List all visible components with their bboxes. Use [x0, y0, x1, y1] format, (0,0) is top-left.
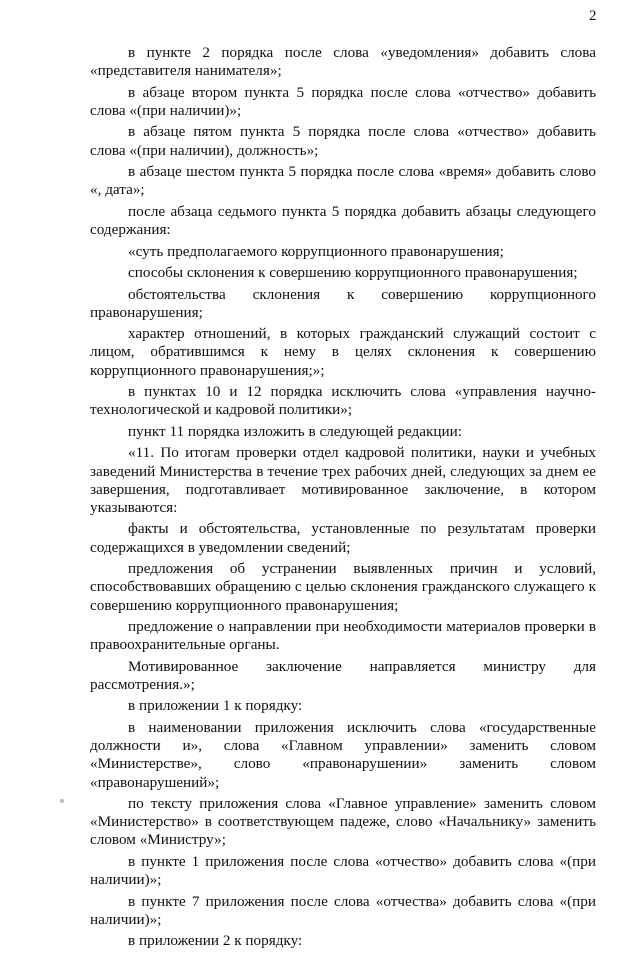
- paragraph: в абзаце пятом пункта 5 порядка после слова «отчество» добавить слова «(при наличии), должность»;: [90, 123, 596, 159]
- paragraph: предложения об устранении выявленных причин и условий, способствовавших обращению с целью склонения гражданского служащего к совершению коррупционного правонарушения;: [90, 560, 596, 614]
- paragraph: «суть предполагаемого коррупционного правонарушения;: [128, 242, 504, 260]
- paragraph: способы склонения к совершению коррупционного правонарушения;: [128, 264, 578, 282]
- paragraph: характер отношений, в которых гражданский служащий состоит с лицом, обратившимся к нему в целях склонения к совершению коррупционного правонарушения;»;: [90, 325, 596, 379]
- paragraph: факты и обстоятельства, установленные по результатам проверки содержащихся в уведомлении сведений;: [90, 520, 596, 556]
- paragraph: в пункте 1 приложения после слова «отчество» добавить слова «(при наличии)»;: [90, 852, 596, 889]
- paragraph: в абзаце шестом пункта 5 порядка после слова «время» добавить слово «, дата»;: [90, 163, 596, 199]
- paragraph: после абзаца седьмого пункта 5 порядка добавить абзацы следующего содержания:: [90, 202, 596, 239]
- paragraph: Мотивированное заключение направляется министру для рассмотрения.»;: [90, 657, 596, 693]
- paragraph: пункт 11 порядка изложить в следующей редакции:: [128, 422, 462, 440]
- paragraph: в приложении 2 к порядку:: [128, 932, 303, 950]
- paragraph: в пункте 7 приложения после слова «отчества» добавить слова «(при наличии)»;: [90, 892, 596, 928]
- paragraph: обстоятельства склонения к совершению коррупционного правонарушения;: [90, 285, 596, 321]
- page-number: 2: [589, 8, 597, 24]
- paragraph: по тексту приложения слова «Главное управление» заменить словом «Министерство» в соответствующем падеже, слово «Начальнику» заменить словом «Министру»;: [90, 795, 596, 849]
- paragraph: «11. По итогам проверки отдел кадровой политики, науки и учебных заведений Министерства в течение трех рабочих дней, следующих за днем ее завершения, подготавливает мотивированное заключение, в котором указываются:: [90, 444, 596, 516]
- paragraph: предложение о направлении при необходимости материалов проверки в правоохранительные органы.: [90, 618, 596, 654]
- paragraph: в наименовании приложения исключить слова «государственные должности и», слова «Главном управлении» заменить словом «Министерстве», слово «правонарушении» заменить словом «правонарушений»;: [90, 718, 596, 791]
- paragraph: в приложении 1 к порядку:: [128, 697, 303, 715]
- document-body: [90, 44, 596, 954]
- paragraph: в абзаце втором пункта 5 порядка после слова «отчество» добавить слова «(при наличии)»;: [90, 83, 596, 119]
- paragraph: в пунктах 10 и 12 порядка исключить слова «управления научно-технологической и кадровой политики»;: [90, 383, 596, 419]
- scan-dot-mark: [60, 799, 64, 803]
- paragraph: в пункте 2 порядка после слова «уведомления» добавить слова «представителя нанимателя»;: [90, 44, 596, 80]
